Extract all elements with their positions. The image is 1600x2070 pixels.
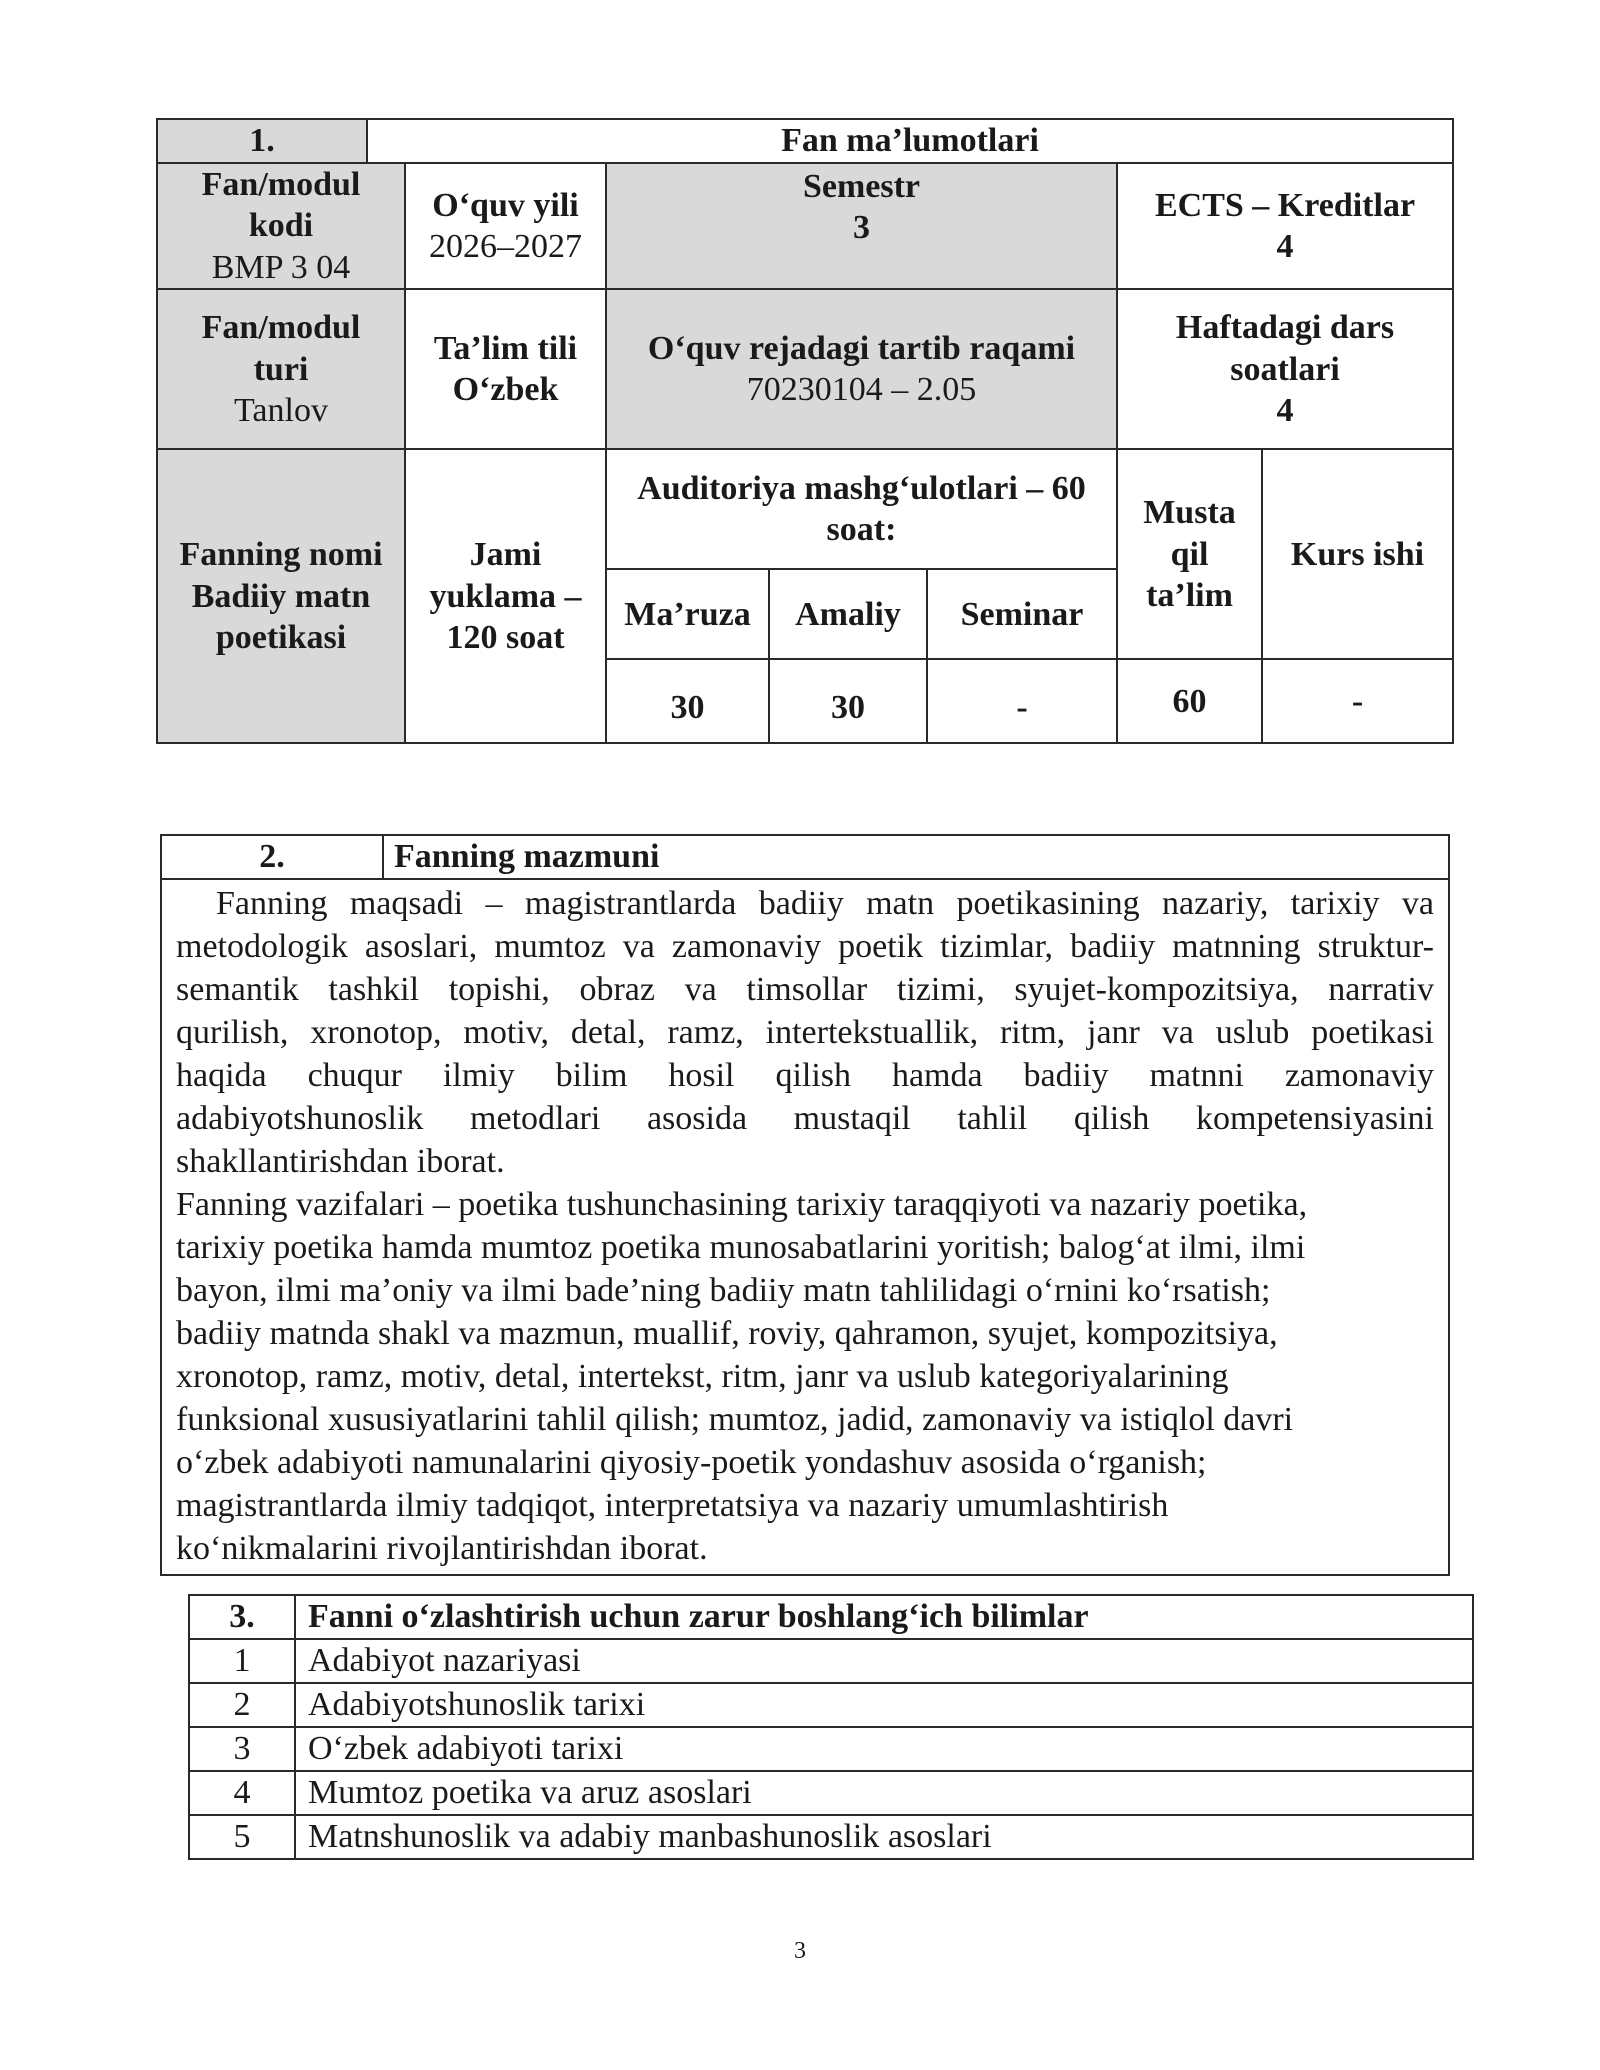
paragraph-line: shakllantirishdan iborat.	[176, 1143, 505, 1180]
language-cell	[405, 289, 606, 449]
semester-value: 3	[853, 209, 870, 247]
module-type-label: Fan/modul	[201, 309, 361, 347]
self-study-label-3: ta’lim	[1146, 577, 1233, 615]
semester-label: Semestr	[802, 168, 921, 205]
order-number-cell	[606, 289, 1117, 449]
module-type-value: Tanlov	[234, 392, 328, 430]
module-code-cell	[157, 163, 405, 289]
paragraph-line: badiiy matnda shakl va mazmun, muallif, roviy, qahramon, syujet, kompozitsiya,	[176, 1315, 1278, 1352]
module-code-value: BMP 3 04	[211, 248, 351, 286]
row-text: Adabiyot nazariyasi	[295, 1639, 1473, 1683]
paragraph-line: adabiyotshunoslik metodlari asosida mustaqil tahlil qilish kompetensiyasini	[176, 1100, 1434, 1137]
course-work-label: Kurs ishi	[1262, 449, 1453, 659]
total-load-label: Jami	[469, 536, 542, 574]
paragraph-line: semantik tashkil topishi, obraz va timsollar tizimi, syujet-kompozitsiya, narrativ	[176, 971, 1434, 1008]
practical-label: Amaliy	[769, 569, 927, 659]
weekly-hours-cell	[1117, 289, 1453, 449]
seminar-hours: -	[927, 659, 1117, 743]
language-label: Ta’lim tili	[433, 329, 578, 367]
section-title: Fanning mazmuni	[383, 835, 1449, 879]
row-number: 4	[189, 1771, 295, 1815]
paragraph-line: tarixiy poetika hamda mumtoz poetika munosabatlarini yoritish; balog‘at ilmi, ilmi	[176, 1229, 1306, 1266]
section-title: Fan ma’lumotlari	[367, 119, 1453, 163]
total-load-cell	[405, 449, 606, 743]
paragraph-line: Fanning vazifalari – poetika tushunchasining tarixiy taraqqiyoti va nazariy poetika,	[176, 1186, 1308, 1223]
row-number: 2	[189, 1683, 295, 1727]
ects-label: ECTS – Kreditlar	[1154, 186, 1416, 224]
table-row	[189, 1771, 1473, 1815]
practical-hours: 30	[769, 659, 927, 743]
row-text: Adabiyotshunoslik tarixi	[295, 1683, 1473, 1727]
paragraph-line: funksional xususiyatlarini tahlil qilish; mumtoz, jadid, zamonaviy va istiqlol davri	[176, 1401, 1294, 1438]
course-content-text	[161, 879, 1449, 1575]
row-number: 3	[189, 1727, 295, 1771]
auditorium-label-2: soat:	[826, 511, 897, 549]
total-load-value: 120 soat	[446, 619, 565, 657]
table-row	[189, 1815, 1473, 1859]
page-number: 3	[794, 1938, 806, 1964]
semester-cell	[606, 163, 1117, 289]
section-number: 2.	[161, 835, 383, 879]
lecture-label: Ma’ruza	[606, 569, 769, 659]
table-row	[189, 1727, 1473, 1771]
auditorium-cell	[606, 449, 1117, 569]
self-study-cell	[1117, 449, 1262, 659]
self-study-label-2: qil	[1170, 535, 1209, 573]
section-number: 3.	[189, 1595, 295, 1639]
module-code-label-2: kodi	[248, 207, 314, 245]
course-name-value-2: poetikasi	[215, 619, 347, 657]
seminar-label: Seminar	[927, 569, 1117, 659]
weekly-hours-label-2: soatlari	[1230, 350, 1340, 388]
paragraph-line: Fanning maqsadi – magistrantlarda badiiy matn poetikasining nazariy, tarixiy va	[216, 885, 1434, 922]
section-title: Fanni o‘zlashtirish uchun zarur boshlang‘ich bilimlar	[295, 1595, 1473, 1639]
auditorium-label: Auditoriya mashg‘ulotlari – 60	[637, 469, 1086, 507]
course-work-value: -	[1262, 659, 1453, 743]
module-type-cell	[157, 289, 405, 449]
course-name-cell	[157, 449, 405, 743]
course-info-table	[156, 118, 1454, 744]
course-content-table	[160, 834, 1450, 1576]
row-text: Mumtoz poetika va aruz asoslari	[295, 1771, 1473, 1815]
row-number: 5	[189, 1815, 295, 1859]
table-row	[189, 1683, 1473, 1727]
paragraph-line: metodologik asoslari, mumtoz va zamonaviy poetik tizimlar, badiiy matnning struktur-	[176, 928, 1434, 965]
table-row	[189, 1639, 1473, 1683]
paragraph-line: qurilish, xronotop, motiv, detal, ramz, intertekstuallik, ritm, janr va uslub poetikasi	[176, 1014, 1434, 1051]
prerequisites-table	[188, 1594, 1474, 1860]
ects-value: 4	[1276, 228, 1294, 266]
course-name-value: Badiiy matn	[191, 577, 371, 615]
academic-year-label: O‘quv yili	[432, 186, 579, 224]
course-name-label: Fanning nomi	[179, 536, 383, 574]
total-load-label-2: yuklama –	[429, 577, 582, 615]
module-code-label: Fan/modul	[201, 166, 361, 203]
weekly-hours-value: 4	[1276, 392, 1294, 430]
row-text: O‘zbek adabiyoti tarixi	[295, 1727, 1473, 1771]
language-value: O‘zbek	[452, 371, 559, 409]
academic-year-cell	[405, 163, 606, 289]
paragraph-line: ko‘nikmalarini rivojlantirishdan iborat.	[176, 1530, 708, 1567]
module-type-label-2: turi	[253, 350, 309, 388]
paragraph-line: bayon, ilmi ma’oniy va ilmi bade’ning badiiy matn tahlilidagi o‘rnini ko‘rsatish;	[176, 1272, 1271, 1309]
paragraph-line: o‘zbek adabiyoti namunalarini qiyosiy-poetik yondashuv asosida o‘rganish;	[176, 1444, 1207, 1481]
paragraph-line: haqida chuqur ilmiy bilim hosil qilish hamda badiiy matnni zamonaviy	[176, 1057, 1434, 1094]
ects-cell	[1117, 163, 1453, 289]
row-text: Matnshunoslik va adabiy manbashunoslik asoslari	[295, 1815, 1473, 1859]
paragraph-line: xronotop, ramz, motiv, detal, intertekst, ritm, janr va uslub kategoriyalarining	[176, 1358, 1229, 1395]
weekly-hours-label: Haftadagi dars	[1175, 309, 1395, 347]
academic-year-value: 2026–2027	[429, 228, 582, 266]
lecture-hours: 30	[606, 659, 769, 743]
self-study-label: Musta	[1143, 494, 1236, 532]
section-number: 1.	[157, 119, 367, 163]
paragraph-line: magistrantlarda ilmiy tadqiqot, interpretatsiya va nazariy umumlashtirish	[176, 1487, 1169, 1524]
row-number: 1	[189, 1639, 295, 1683]
order-number-label: O‘quv rejadagi tartib raqami	[647, 329, 1076, 367]
self-study-hours: 60	[1117, 659, 1262, 743]
order-number-value: 70230104 – 2.05	[746, 371, 977, 409]
